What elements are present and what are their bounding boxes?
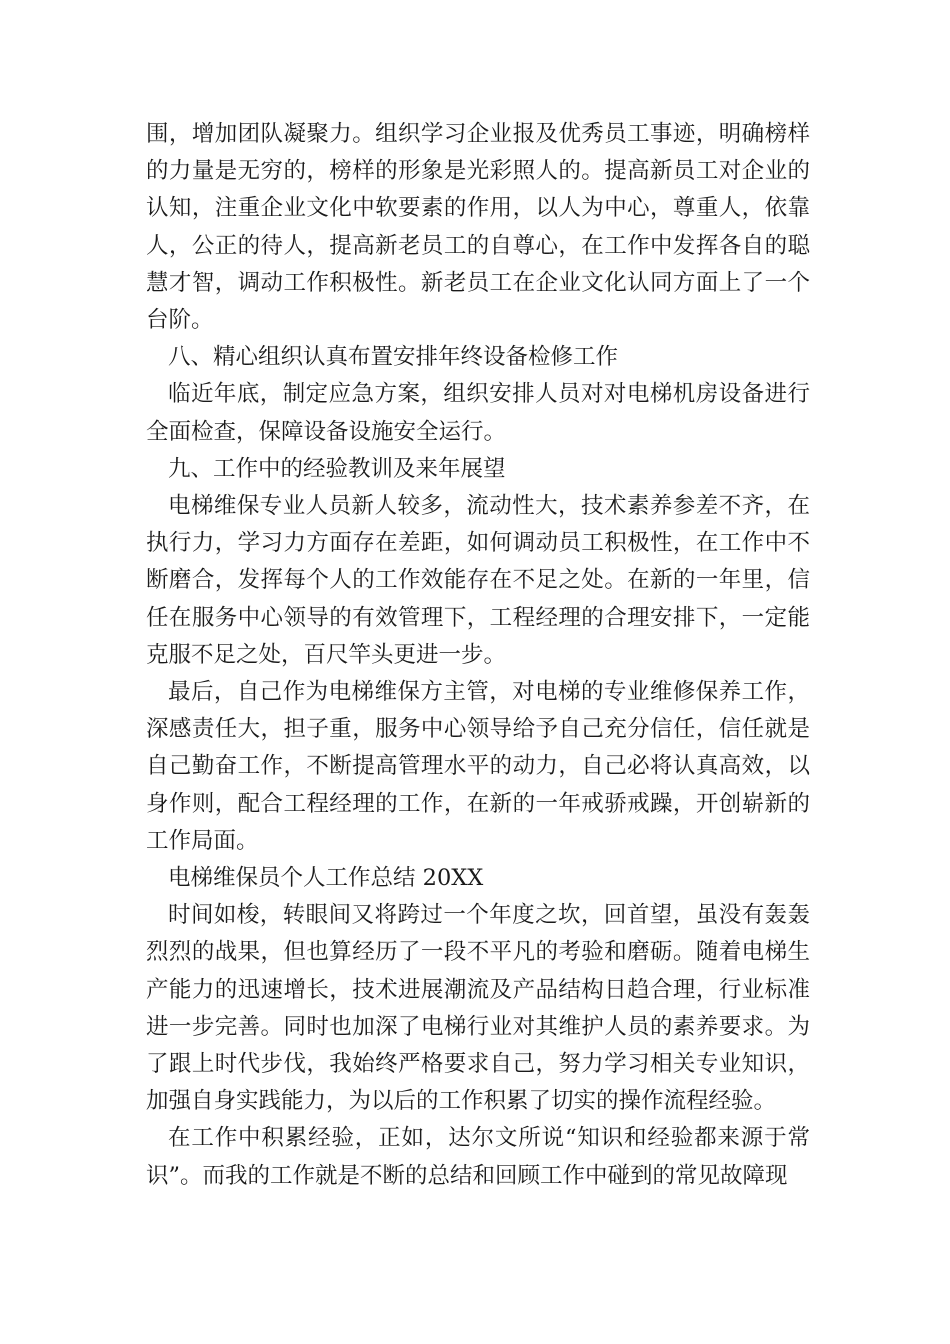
paragraph-intro-summary: 时间如梭，转眼间又将跨过一个年度之坎，回首望，虽没有轰轰烈烈的战果，但也算经历了一段不平凡的考验和磨砺。随着电梯生产能力的迅速增长，技术进展潮流及产品结构日趋合理，行业标准进一步完善。同时也加深了电梯行业对其维护人员的素养要求。为了跟上时代步伐，我始终严格要求自己，努力学习相关专业知识，加强自身实践能力，为以后的工作积累了切实的操作流程经验。 (146, 902, 810, 1115)
paragraph-experience: 在工作中积累经验，正如，达尔文所说“知识和经验都来源于常识”。而我的工作就是不断的总结和回顾工作中碰到的常见故障现 (146, 1125, 810, 1189)
document-page (146, 116, 810, 1195)
paragraph-year-end-inspection: 临近年底，制定应急方案，组织安排人员对对电梯机房设备进行全面检查，保障设备设施安全运行。 (146, 381, 810, 445)
paragraph-lessons-outlook: 电梯维保专业人员新人较多，流动性大，技术素养参差不齐，在执行力，学习力方面存在差距，如何调动员工积极性，在工作中不断磨合，发挥每个人的工作效能存在不足之处。在新的一年里，信任在服务中心领导的有效管理下，工程经理的合理安排下，一定能克服不足之处，百尺竿头更进一步。 (146, 493, 810, 668)
section-heading-9: 九、工作中的经验教训及来年展望 (168, 455, 506, 482)
document-subtitle: 电梯维保员个人工作总结 20XX (168, 865, 484, 892)
paragraph-team-cohesion: 围，增加团队凝聚力。组织学习企业报及优秀员工事迹，明确榜样的力量是无穷的，榜样的形象是光彩照人的。提高新员工对企业的认知，注重企业文化中软要素的作用，以人为中心，尊重人，依靠人，公正的待人，提高新老员工的自尊心，在工作中发挥各自的聪慧才智，调动工作积极性。新老员工在企业文化认同方面上了一个台阶。 (146, 121, 810, 334)
section-heading-8: 八、精心组织认真布置安排年终设备检修工作 (168, 344, 619, 371)
paragraph-closing: 最后，自己作为电梯维保方主管，对电梯的专业维修保养工作，深感责任大，担子重，服务中心领导给予自己充分信任，信任就是自己勤奋工作，不断提高管理水平的动力，自己必将认真高效，以身作则，配合工程经理的工作，在新的一年戒骄戒躁，开创崭新的工作局面。 (146, 679, 810, 854)
